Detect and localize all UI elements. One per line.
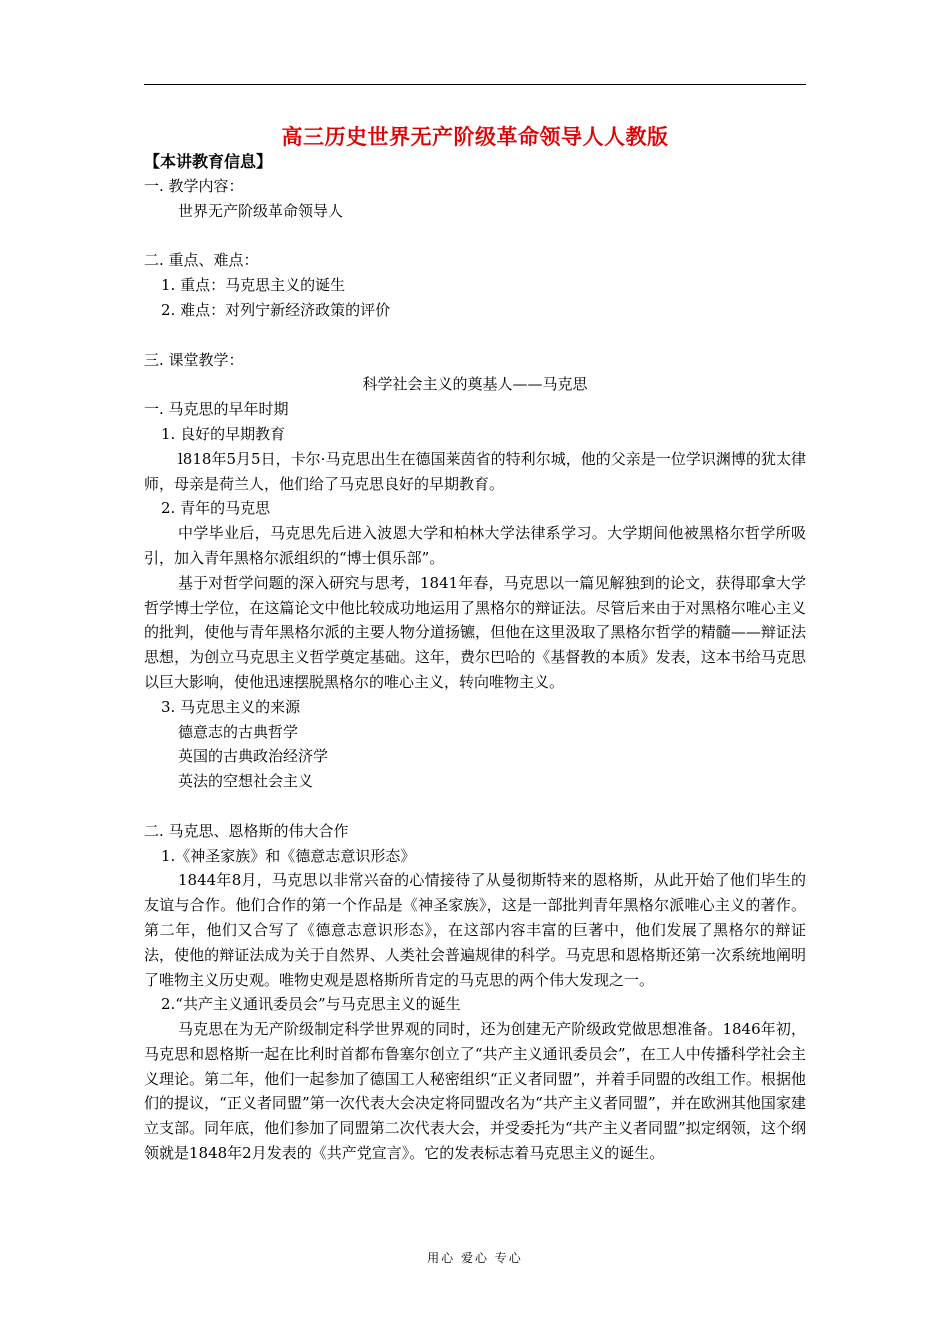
section-2-heading: 二. 重点、难点：: [144, 251, 259, 270]
info-header: 【本讲教育信息】: [144, 152, 273, 171]
part-2-sub-2-paragraph: 马克思在为无产阶级制定科学世界观的同时，还为创建无产阶级政党做思想准备。1846年初，马克思和恩格斯一起在比利时首都布鲁塞尔创立了“共产主义通讯委员会”，在工人中传播科学社会主义理论。第二年，他们一起参加了德国工人秘密组织“正义者同盟”，并着手同盟的改组工作。根据他们的提议，“正义者同盟”第一次代表大会决定将同盟改名为“共产主义者同盟”，并在欧洲其他国家建立支部。同年底，他们参加了同盟第二次代表大会，并受委托为“共产主义者同盟”拟定纲领，这个纲领就是1848年2月发表的《共产党宣言》。它的发表标志着马克思主义的诞生。: [144, 1020, 806, 1163]
difficult-point-item: 2. 难点：对列宁新经济政策的评价: [161, 300, 391, 319]
header-rule: [144, 84, 806, 85]
page-footer: 用心 爱心 专心: [427, 1251, 523, 1265]
part-1-sub-3-heading: 3. 马克思主义的来源: [161, 697, 301, 716]
part-1-sub-1-heading: 1. 良好的早期教育: [161, 424, 286, 443]
part-1-sub-2-paragraph-1: 中学毕业后，马克思先后进入波恩大学和柏林大学法律系学习。大学期间他被黑格尔哲学所吸引，加入青年黑格尔派组织的“博士俱乐部”。: [144, 524, 806, 567]
key-point-item: 1. 重点：马克思主义的诞生: [161, 276, 346, 295]
part-2-sub-2-heading: 2.“共产主义通讯委员会”与马克思主义的诞生: [161, 995, 461, 1014]
section-3-heading: 三. 课堂教学：: [144, 350, 244, 369]
part-2-sub-1-paragraph: 1844年8月，马克思以非常兴奋的心情接待了从曼彻斯特来的恩格斯，从此开始了他们毕生的友谊与合作。他们合作的第一个作品是《神圣家族》，这是一部批判青年黑格尔派唯心主义的著作。第二年，他们又合写了《德意志意识形态》，在这部内容丰富的巨著中，他们发展了黑格尔的辩证法，使他的辩证法成为关于自然界、人类社会普遍规律的科学。马克思和恩格斯还第一次系统地阐明了唯物主义历史观。唯物史观是恩格斯所肯定的马克思的两个伟大发现之一。: [144, 871, 806, 989]
spacer: [144, 794, 806, 819]
part-2-sub-1-heading: 1.《神圣家族》和《德意志意识形态》: [161, 846, 416, 865]
section-1-heading: 一. 教学内容：: [144, 177, 244, 195]
part-1-sub-2-paragraph-2: 基于对哲学问题的深入研究与思考，1841年春，马克思以一篇见解独到的论文，获得耶拿大学哲学博士学位，在这篇论文中他比较成功地运用了黑格尔的辩证法。尽管后来由于对黑格尔唯心主义的批判，使他与青年黑格尔派的主要人物分道扬镳，但他在这里汲取了黑格尔哲学的精髓——辩证法思想，为创立马克思主义哲学奠定基础。这年，费尔巴哈的《基督教的本质》发表，这本书给马克思以巨大影响，使他迅速摆脱黑格尔的唯心主义，转向唯物主义。: [144, 573, 806, 691]
part-1-heading: 一. 马克思的早年时期: [144, 400, 289, 419]
part-2-heading: 二. 马克思、恩格斯的伟大合作: [144, 821, 349, 840]
lesson-subtitle: 科学社会主义的奠基人——马克思: [362, 375, 588, 394]
spacer: [144, 224, 806, 249]
spacer: [144, 323, 806, 348]
source-item: 英国的古典政治经济学: [178, 747, 329, 766]
part-1-sub-1-paragraph: l818年5月5日，卡尔·马克思出生在德国莱茵省的特利尔城，他的父亲是一位学识渊博的犹太律师，母亲是荷兰人，他们给了马克思良好的早期教育。: [144, 449, 806, 493]
part-1-sub-2-heading: 2. 青年的马克思: [161, 499, 271, 518]
document-body: [144, 150, 806, 1166]
document-title: 高三历史世界无产阶级革命领导人人教版: [281, 125, 669, 149]
source-item: 德意志的古典哲学: [178, 722, 299, 741]
section-1-content: 世界无产阶级革命领导人: [178, 201, 344, 220]
source-item: 英法的空想社会主义: [178, 772, 314, 791]
